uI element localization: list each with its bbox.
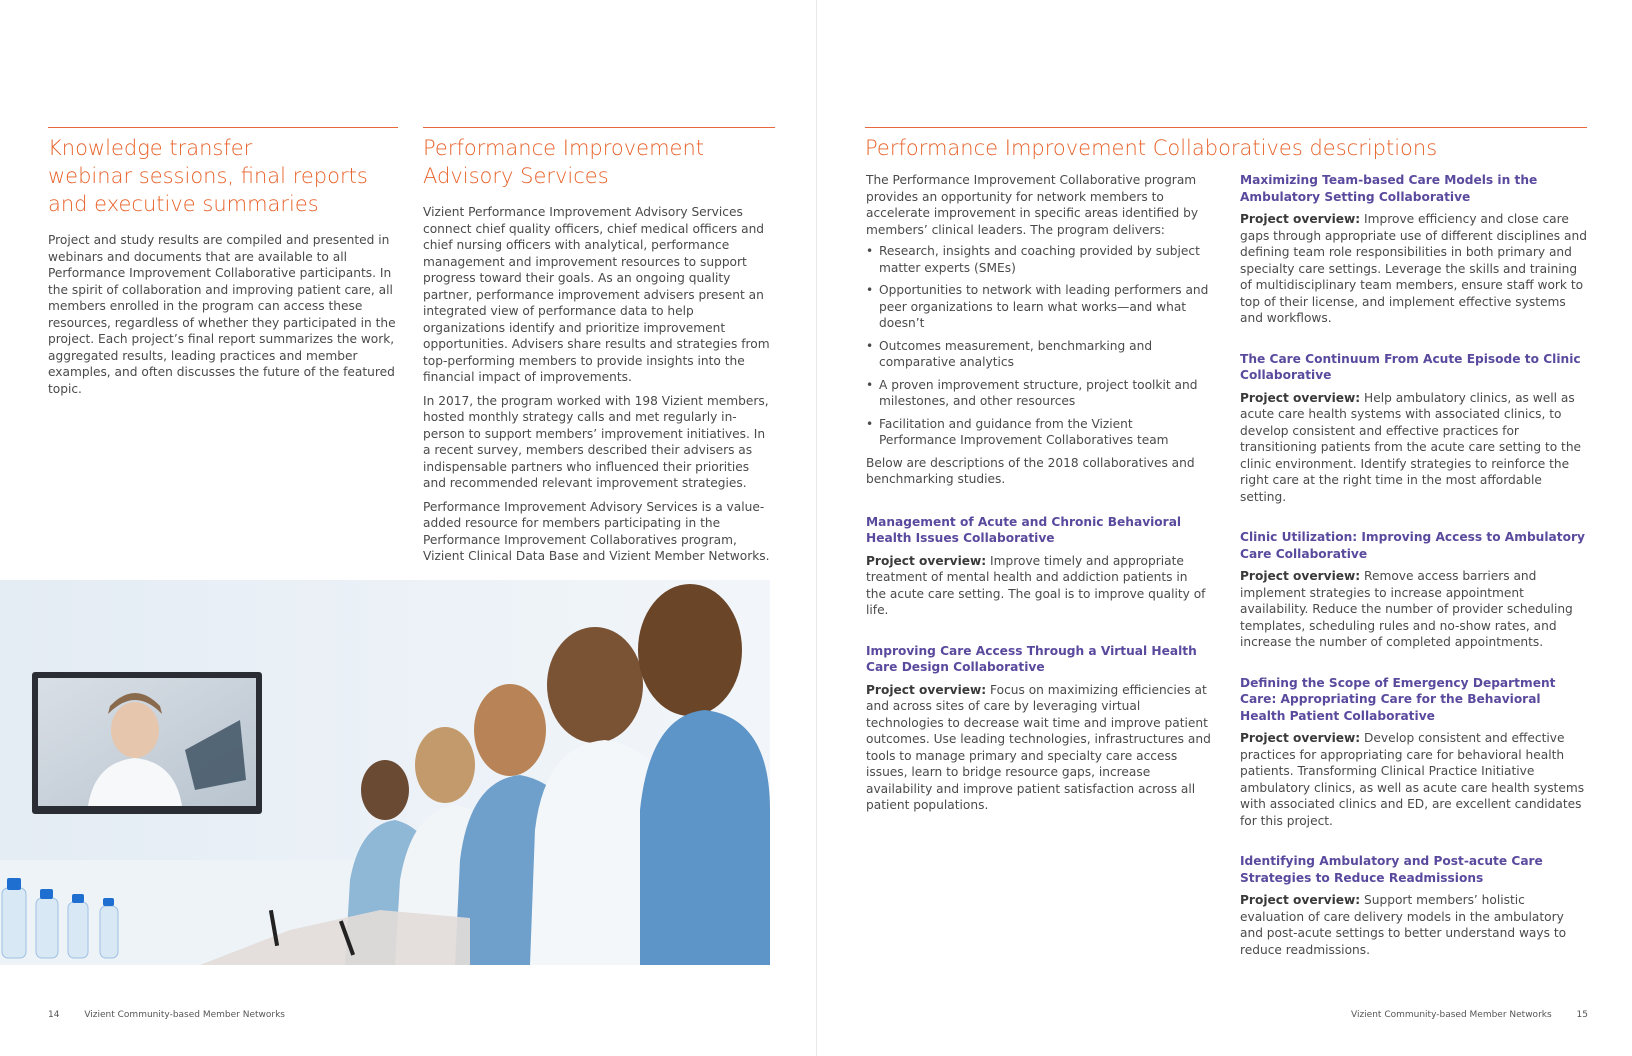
advisory-paragraph: Performance Improvement Advisory Services is a value-added resource for members participating in the Performance Improvement Collaboratives program, Vizient Clinical Data Base and Vizient Member Networks.	[423, 499, 770, 563]
list-item: • Outcomes measurement, benchmarking and comparative analytics	[866, 338, 1211, 371]
list-item: • A proven improvement structure, project toolkit and milestones, and other resources	[866, 377, 1211, 410]
knowledge-transfer-column	[48, 127, 398, 397]
collaborative-item	[1240, 675, 1590, 830]
right-footer	[1351, 1010, 1588, 1020]
collaboratives-outro: Below are descriptions of the 2018 collaboratives and benchmarking studies.	[866, 455, 1195, 486]
page-number: 15	[1576, 1010, 1588, 1020]
collaborative-title: Maximizing Team-based Care Models in the Ambulatory Setting Collaborative	[1240, 173, 1538, 204]
collaborative-item	[866, 514, 1211, 619]
page-spread-divider	[816, 0, 817, 1056]
overview-label: Project overview:	[866, 553, 987, 568]
list-item: • Opportunities to network with leading performers and peer organizations to learn what works—and what doesn’t	[866, 282, 1211, 332]
collaborative-item	[1240, 529, 1590, 651]
overview-label: Project overview:	[1240, 390, 1361, 405]
collaborative-overview: Project overview: Support members’ holistic evaluation of care delivery models in the ambulatory and post-acute settings to better understand ways to reduce readmissions.	[1240, 893, 1567, 957]
section-rule	[865, 127, 1587, 128]
advisory-paragraph: Vizient Performance Improvement Advisory Services connect chief quality officers, chief medical officers and chief nursing officers with analytical, performance management and improvement resources to support progress toward their goals. As an ongoing quality partner, performance improvement advisers present an integrated view of performance data to help organizations identify and prioritize improvement opportunities. Advisers share results and strategies from top-performing members to provide insights into the financial impact of improvements.	[423, 205, 770, 384]
collaborative-overview: Project overview: Remove access barriers and implement strategies to increase appointment availability. Reduce the number of provider scheduling templates, scheduling rules and no-show rates, and increase the number of completed appointments.	[1240, 569, 1573, 649]
collaboratives-title: Performance Improvement Collaboratives descriptions	[865, 136, 1438, 160]
collaboratives-right-column	[1240, 172, 1590, 982]
advisory-services-title: Performance Improvement Advisory Services	[423, 136, 705, 188]
overview-label: Project overview:	[1240, 569, 1361, 583]
knowledge-transfer-title: Knowledge transfer webinar sessions, final reports and executive summaries	[48, 136, 368, 216]
footer-title: Vizient Community-based Member Networks	[1351, 1010, 1552, 1020]
advisory-paragraph: In 2017, the program worked with 198 Vizient members, hosted monthly strategy calls and met regularly in-person to support members’ improvement initiatives. In a recent survey, members described their advisers as indispensable partners who influenced their priorities and recommended relevant improvement strategies.	[423, 393, 769, 490]
left-footer	[48, 1010, 285, 1020]
collaborative-title: Management of Acute and Chronic Behavioral Health Issues Collaborative	[866, 514, 1182, 545]
collaborative-item	[1240, 172, 1590, 327]
footer-title: Vizient Community-based Member Networks	[84, 1010, 285, 1020]
collaborative-overview: Project overview: Help ambulatory clinics, as well as acute care health systems with associated clinics, to develop consistent and effective practices for transitioning patients from the acute care setting to the clinic environment. Identify strategies to reinforce the right care at the right time in the most affordable setting.	[1240, 390, 1582, 504]
collaboratives-intro: The Performance Improvement Collaborative program provides an opportunity for network members to accelerate improvement in specific areas identified by members’ clinical leaders. The program delivers:	[866, 173, 1199, 237]
knowledge-transfer-body: Project and study results are compiled and presented in webinars and documents that are available to all Performance Improvement Collaborative participants. In the spirit of collaboration and improving patient care, all members enrolled in the program can access these resources, regardless of whether they participated in the project. Each project’s final report summarizes the work, aggregated results, leading practices and member examples, and often discusses the future of the featured topic.	[48, 233, 396, 396]
section-rule	[423, 127, 775, 128]
collaborative-overview: Project overview: Focus on maximizing efficiencies at and across sites of care by leveraging virtual technologies to decrease wait time and improve patient outcomes. Use leading technologies, infrastructures and tools to manage primary and specialty care access issues, learn to bridge resource gaps, increase availability and improve patient satisfaction across all patient populations.	[866, 682, 1211, 812]
overview-label: Project overview:	[1240, 731, 1361, 745]
collaborative-title: The Care Continuum From Acute Episode to Clinic Collaborative	[1240, 351, 1581, 382]
program-deliverables-list	[866, 243, 1211, 449]
overview-label: Project overview:	[1240, 893, 1361, 907]
collaboratives-header	[865, 127, 1587, 162]
collaborative-overview: Project overview: Improve efficiency and close care gaps through appropriate use of different disciplines and defining team role responsibilities in both primary and specialty care settings. Leverage the skills and training of multidisciplinary team members, ensure staff work to top of their license, and implement effective systems and workflows.	[1240, 212, 1587, 325]
list-item: • Research, insights and coaching provided by subject matter experts (SMEs)	[866, 243, 1211, 276]
collaborative-title: Identifying Ambulatory and Post-acute Care Strategies to Reduce Readmissions	[1240, 854, 1543, 885]
advisory-services-column	[423, 127, 775, 565]
collaborative-title: Defining the Scope of Emergency Department Care: Appropriating Care for the Behavioral Health Patient Collaborative	[1240, 675, 1556, 723]
collaborative-item	[1240, 351, 1590, 506]
collaborative-overview: Project overview: Improve timely and appropriate treatment of mental health and addiction patients in the acute care setting. The goal is to improve quality of life.	[866, 553, 1206, 617]
collaborative-title: Clinic Utilization: Improving Access to Ambulatory Care Collaborative	[1240, 530, 1585, 561]
collaborative-item	[1240, 853, 1590, 958]
list-item: • Facilitation and guidance from the Vizient Performance Improvement Collaboratives team	[866, 416, 1211, 449]
collaborative-title: Improving Care Access Through a Virtual Health Care Design Collaborative	[866, 643, 1197, 674]
meeting-photo	[0, 580, 770, 965]
collaborative-overview: Project overview: Develop consistent and effective practices for appropriating care for behavioral health patients. Transforming Clinical Practice Initiative ambulatory clinics, as well as acute care health systems with associated clinics and ED, are excellent candidates for this project.	[1240, 731, 1585, 828]
section-rule	[48, 127, 398, 128]
overview-label: Project overview:	[866, 682, 987, 697]
collaborative-item	[866, 643, 1211, 814]
overview-label: Project overview:	[1240, 212, 1361, 226]
page-number: 14	[48, 1010, 60, 1020]
meeting-photo-illustration	[0, 580, 770, 965]
collaboratives-left-column	[866, 172, 1211, 838]
